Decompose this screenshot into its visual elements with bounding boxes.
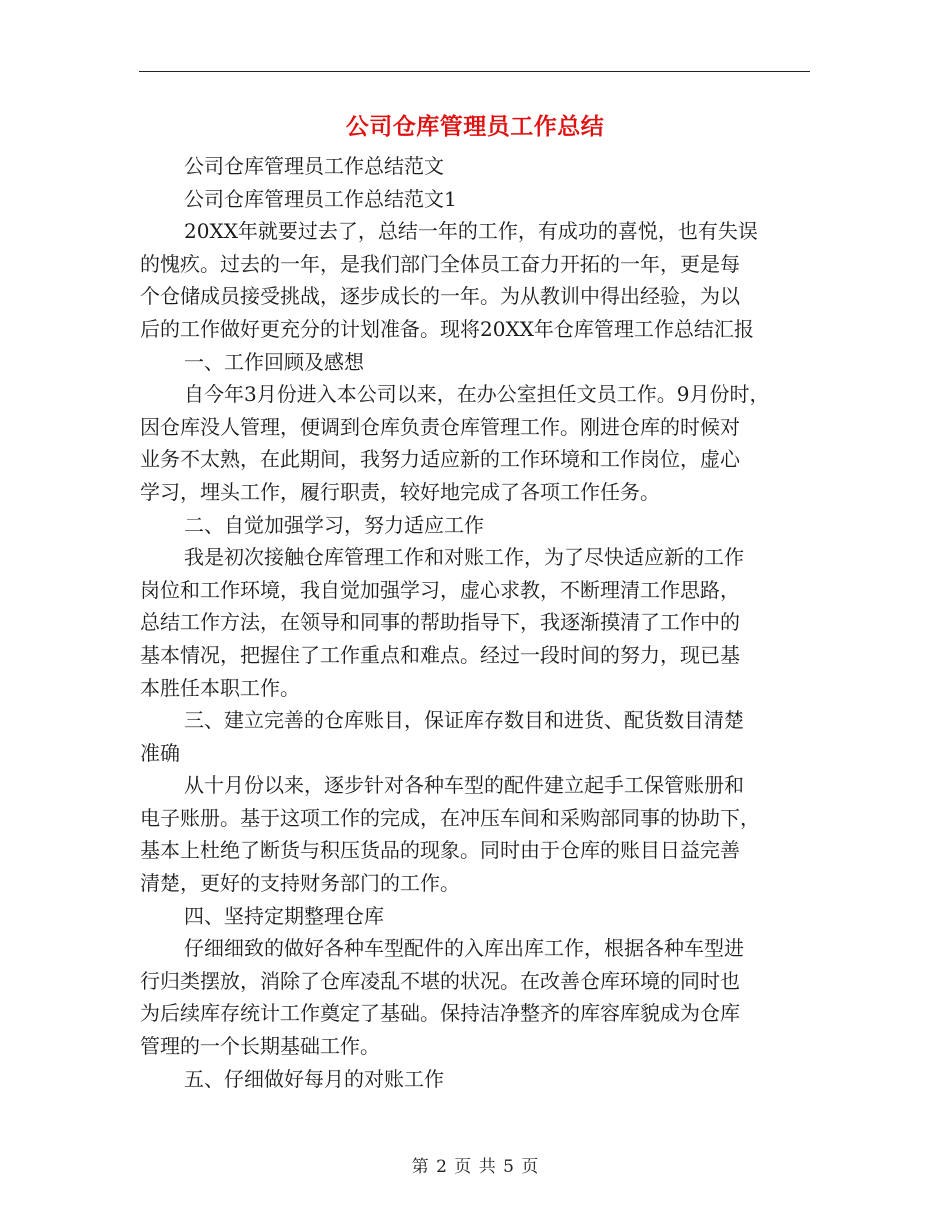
section-heading: 五、仔细做好每月的对账工作 [184, 1066, 444, 1091]
paragraph-line: 岗位和工作环境，我自觉加强学习，虚心求教，不断理清工作思路， [140, 577, 740, 602]
paragraph-line: 因仓库没人管理，便调到仓库负责仓库管理工作。刚进仓库的时候对 [140, 414, 740, 439]
paragraph-line: 学习，埋头工作，履行职责，较好地完成了各项工作任务。 [140, 479, 660, 504]
paragraph-line: 个仓储成员接受挑战，逐步成长的一年。为从教训中得出经验，为以 [140, 284, 740, 309]
section-heading: 四、坚持定期整理仓库 [184, 903, 384, 928]
page-footer: 第 2 页 共 5 页 [411, 1157, 539, 1177]
header-rule [139, 71, 810, 72]
paragraph-line: 基本情况，把握住了工作重点和难点。经过一段时间的努力，现已基 [140, 642, 740, 667]
paragraph-line: 的愧疚。过去的一年，是我们部门全体员工奋力开拓的一年，更是每 [140, 251, 740, 276]
paragraph-line: 公司仓库管理员工作总结范文 [184, 154, 444, 178]
paragraph-line: 基本上杜绝了断货与积压货品的现象。同时由于仓库的账目日益完善 [140, 838, 740, 863]
paragraph-line: 总结工作方法，在领导和同事的帮助指导下，我逐渐摸清了工作中的 [140, 610, 740, 635]
document-body [140, 150, 830, 1095]
paragraph-line: 管理的一个长期基础工作。 [140, 1034, 380, 1059]
paragraph-line: 自今年3月份进入本公司以来，在办公室担任文员工作。9月份时， [184, 382, 770, 407]
paragraph-line: 为后续库存统计工作奠定了基础。保持洁净整齐的库容库貌成为仓库 [140, 1001, 740, 1026]
paragraph-line: 仔细细致的做好各种车型配件的入库出库工作，根据各种车型进 [184, 936, 744, 961]
paragraph-line: 我是初次接触仓库管理工作和对账工作，为了尽快适应新的工作 [184, 545, 744, 570]
paragraph-line: 20XX年就要过去了，总结一年的工作，有成功的喜悦，也有失误 [184, 219, 758, 244]
paragraph-line: 本胜任本职工作。 [140, 675, 300, 700]
paragraph-line: 电子账册。基于这项工作的完成，在冲压车间和采购部同事的协助下， [140, 805, 760, 830]
document-title: 公司仓库管理员工作总结 [345, 113, 605, 140]
section-heading: 三、建立完善的仓库账目，保证库存数目和进货、配货数目清楚 [184, 708, 744, 733]
paragraph-line: 后的工作做好更充分的计划准备。现将20XX年仓库管理工作总结汇报 [140, 316, 754, 341]
paragraph-line: 清楚，更好的支持财务部门的工作。 [140, 871, 460, 896]
paragraph-line: 行归类摆放，消除了仓库凌乱不堪的状况。在改善仓库环境的同时也 [140, 968, 740, 993]
section-heading-continued: 准确 [140, 740, 180, 765]
section-heading: 二、自觉加强学习，努力适应工作 [184, 512, 484, 537]
section-heading: 一、工作回顾及感想 [184, 349, 364, 374]
paragraph-line: 从十月份以来，逐步针对各种车型的配件建立起手工保管账册和 [184, 773, 744, 798]
paragraph-line: 公司仓库管理员工作总结范文1 [184, 186, 457, 211]
paragraph-line: 业务不太熟，在此期间，我努力适应新的工作环境和工作岗位，虚心 [140, 447, 740, 472]
